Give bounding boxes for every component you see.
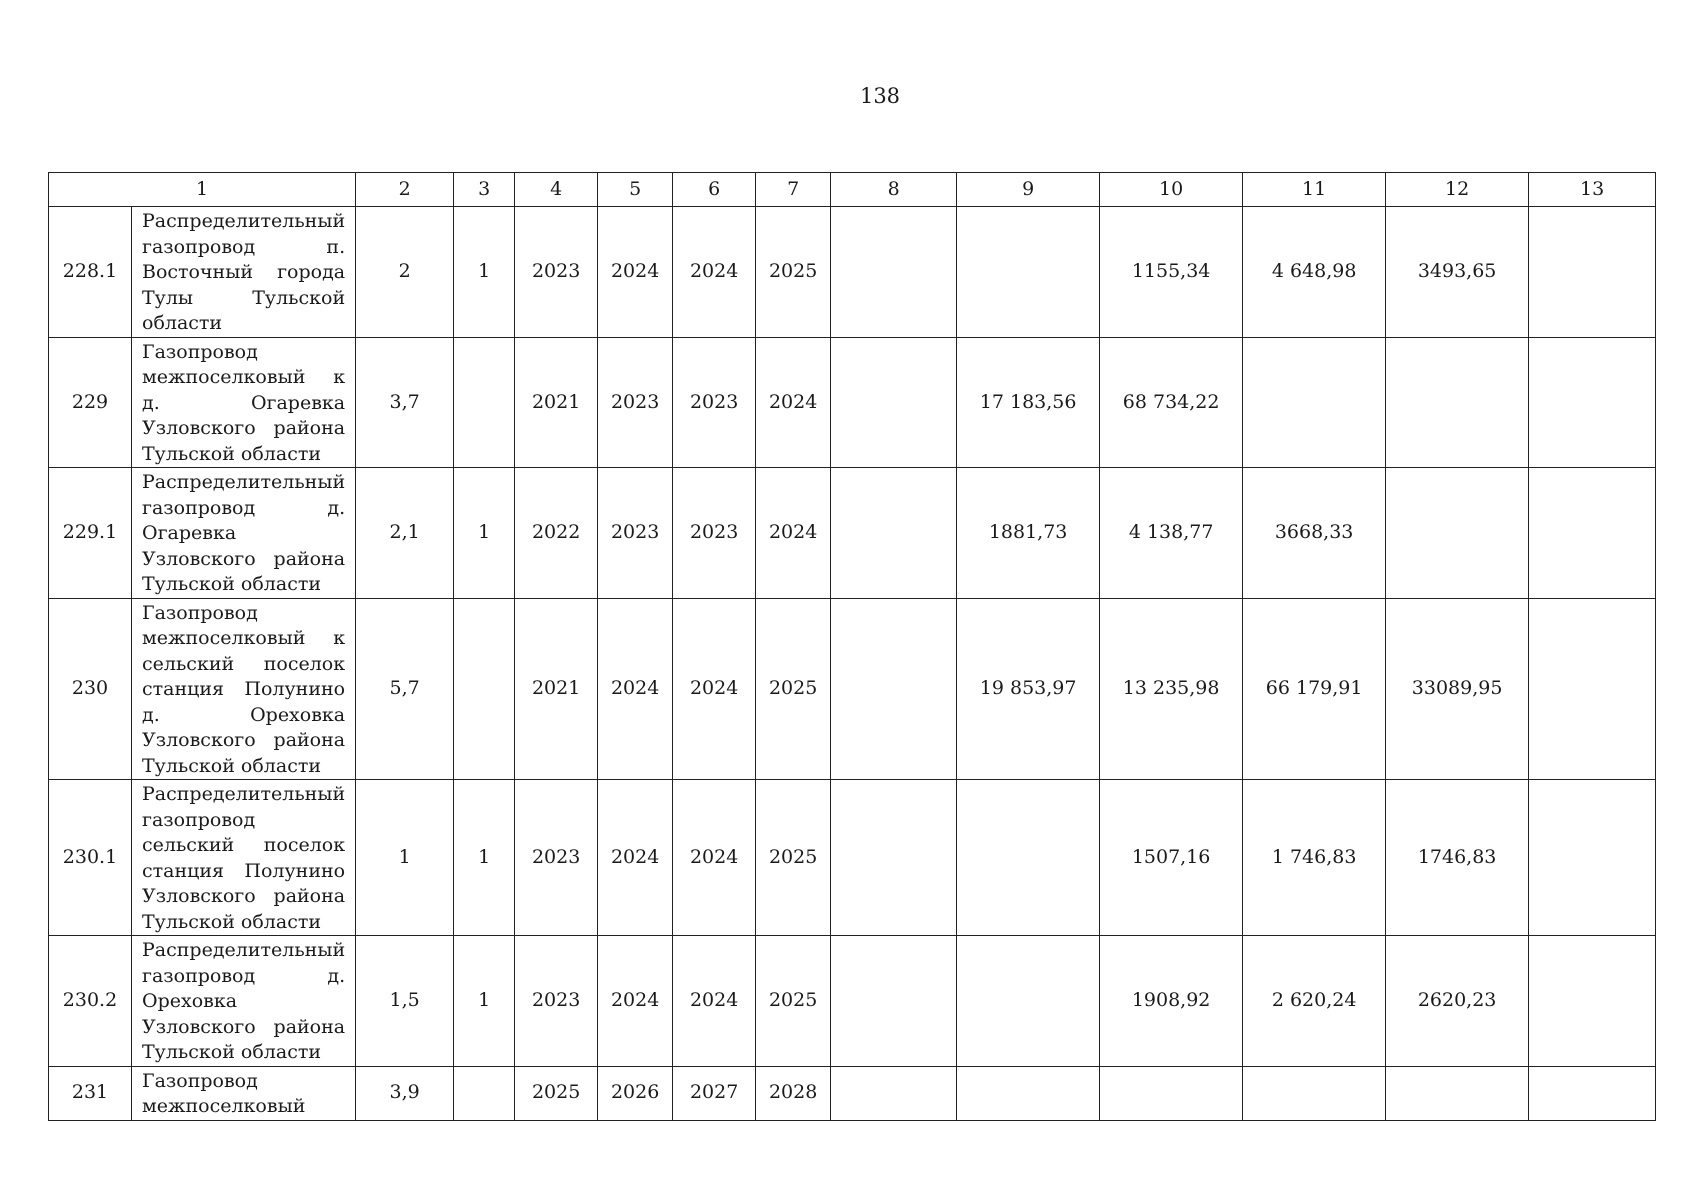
table-cell <box>1529 780 1656 936</box>
table-cell: 1881,73 <box>957 468 1100 599</box>
object-name: Распределительный газопровод п. Восточный города Тулы Тульской области <box>132 207 356 338</box>
gas-pipeline-table <box>48 172 1656 1121</box>
column-header: 4 <box>515 173 598 207</box>
table-cell: 13 235,98 <box>1100 598 1243 780</box>
table-cell <box>831 1066 957 1120</box>
column-header: 2 <box>356 173 454 207</box>
table-cell: 2 <box>356 207 454 338</box>
column-header: 6 <box>673 173 756 207</box>
table-cell: 2023 <box>598 468 673 599</box>
table-cell <box>1529 598 1656 780</box>
table-cell: 2,1 <box>356 468 454 599</box>
column-header: 7 <box>756 173 831 207</box>
table-cell <box>1529 468 1656 599</box>
table-cell: 3,9 <box>356 1066 454 1120</box>
table-cell: 1,5 <box>356 936 454 1067</box>
table-cell: 2024 <box>673 207 756 338</box>
table-row <box>49 468 1656 599</box>
table-cell: 3493,65 <box>1386 207 1529 338</box>
table-cell: 2025 <box>756 207 831 338</box>
table-cell <box>1386 1066 1529 1120</box>
table-row <box>49 936 1656 1067</box>
column-header: 8 <box>831 173 957 207</box>
page-number: 138 <box>859 84 901 108</box>
table-cell <box>957 1066 1100 1120</box>
table-cell <box>1243 337 1386 468</box>
table-cell: 2023 <box>598 337 673 468</box>
table-cell: 2026 <box>598 1066 673 1120</box>
table-cell: 2025 <box>515 1066 598 1120</box>
table-cell: 2024 <box>673 936 756 1067</box>
table-cell: 68 734,22 <box>1100 337 1243 468</box>
table-cell: 1507,16 <box>1100 780 1243 936</box>
object-name: Газопровод межпоселковый к сельский поселок станция Полунино д. Ореховка Узловского района Тульской области <box>132 598 356 780</box>
table-cell <box>831 468 957 599</box>
table-cell: 3668,33 <box>1243 468 1386 599</box>
table-cell: 2028 <box>756 1066 831 1120</box>
row-number: 230.2 <box>49 936 132 1067</box>
table-cell: 2024 <box>756 337 831 468</box>
table-cell: 5,7 <box>356 598 454 780</box>
column-header: 5 <box>598 173 673 207</box>
table-cell <box>831 780 957 936</box>
table-cell: 2023 <box>515 207 598 338</box>
table-row <box>49 598 1656 780</box>
column-header: 12 <box>1386 173 1529 207</box>
table-cell: 2024 <box>598 780 673 936</box>
table-cell: 2022 <box>515 468 598 599</box>
row-number: 231 <box>49 1066 132 1120</box>
table-cell: 1 <box>454 468 515 599</box>
table-cell: 2025 <box>756 936 831 1067</box>
table-cell <box>1529 936 1656 1067</box>
column-header: 13 <box>1529 173 1656 207</box>
column-header: 11 <box>1243 173 1386 207</box>
table-cell: 19 853,97 <box>957 598 1100 780</box>
table-cell <box>831 207 957 338</box>
table-cell: 2024 <box>673 598 756 780</box>
table-cell <box>957 936 1100 1067</box>
table-cell: 2021 <box>515 598 598 780</box>
column-header: 10 <box>1100 173 1243 207</box>
table-cell <box>454 1066 515 1120</box>
object-name: Распределительный газопровод д. Огаревка Узловского района Тульской области <box>132 468 356 599</box>
table-cell: 2023 <box>673 468 756 599</box>
table-cell: 4 648,98 <box>1243 207 1386 338</box>
column-header: 3 <box>454 173 515 207</box>
row-number: 228.1 <box>49 207 132 338</box>
table-cell: 1 <box>454 936 515 1067</box>
table-cell: 2024 <box>598 598 673 780</box>
table-cell <box>454 598 515 780</box>
table-cell: 1 <box>356 780 454 936</box>
table-cell: 66 179,91 <box>1243 598 1386 780</box>
column-header: 1 <box>49 173 356 207</box>
table-cell: 2023 <box>673 337 756 468</box>
table-cell: 17 183,56 <box>957 337 1100 468</box>
table-cell: 1746,83 <box>1386 780 1529 936</box>
table-cell: 2024 <box>598 207 673 338</box>
table-cell <box>1529 207 1656 338</box>
table-cell: 3,7 <box>356 337 454 468</box>
table-cell <box>831 936 957 1067</box>
table-cell: 1 746,83 <box>1243 780 1386 936</box>
object-name: Распределительный газопровод д. Ореховка Узловского района Тульской области <box>132 936 356 1067</box>
table-cell: 2024 <box>756 468 831 599</box>
table-cell <box>1386 468 1529 599</box>
table-cell: 2025 <box>756 598 831 780</box>
row-number: 229 <box>49 337 132 468</box>
table-cell: 1 <box>454 207 515 338</box>
table-cell: 2027 <box>673 1066 756 1120</box>
table-cell: 2025 <box>756 780 831 936</box>
object-name: Газопровод межпоселковый <box>132 1066 356 1120</box>
table-cell <box>957 207 1100 338</box>
table-cell <box>1100 1066 1243 1120</box>
table-cell: 2024 <box>598 936 673 1067</box>
table-cell: 1908,92 <box>1100 936 1243 1067</box>
header-row <box>49 173 1656 207</box>
table-cell: 33089,95 <box>1386 598 1529 780</box>
table-cell: 1155,34 <box>1100 207 1243 338</box>
table-cell: 2620,23 <box>1386 936 1529 1067</box>
table-cell <box>957 780 1100 936</box>
row-number: 229.1 <box>49 468 132 599</box>
table-row <box>49 780 1656 936</box>
table-row <box>49 337 1656 468</box>
table-cell <box>1386 337 1529 468</box>
row-number: 230.1 <box>49 780 132 936</box>
table-cell <box>1529 337 1656 468</box>
table-cell: 4 138,77 <box>1100 468 1243 599</box>
table-row <box>49 207 1656 338</box>
table-cell: 2 620,24 <box>1243 936 1386 1067</box>
table-row <box>49 1066 1656 1120</box>
table-cell: 2023 <box>515 936 598 1067</box>
table-cell <box>831 598 957 780</box>
table-cell: 2024 <box>673 780 756 936</box>
table-cell: 2021 <box>515 337 598 468</box>
object-name: Распределительный газопровод сельский поселок станция Полунино Узловского района Тульской области <box>132 780 356 936</box>
table-cell <box>1529 1066 1656 1120</box>
table-cell: 2023 <box>515 780 598 936</box>
table-cell <box>454 337 515 468</box>
table-cell: 1 <box>454 780 515 936</box>
table-cell <box>831 337 957 468</box>
column-header: 9 <box>957 173 1100 207</box>
row-number: 230 <box>49 598 132 780</box>
object-name: Газопровод межпоселковый к д. Огаревка Узловского района Тульской области <box>132 337 356 468</box>
table-cell <box>1243 1066 1386 1120</box>
